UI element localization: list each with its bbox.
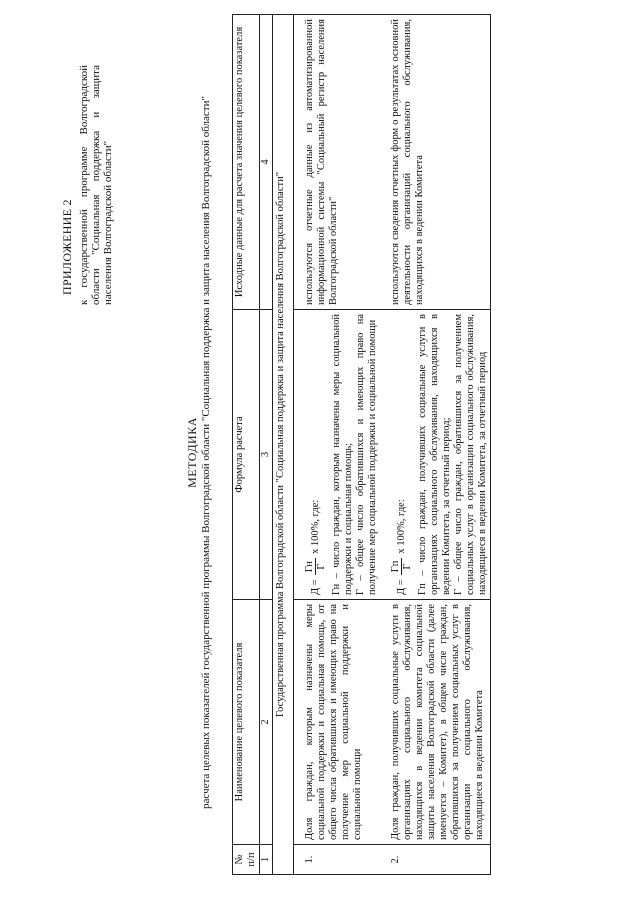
formula-cell [380, 310, 491, 600]
formula-definition: Г – общее число граждан, обратившихся за получением социальных услуг в организации социального обслуживания, находящиеся в ведении Комитета, за отчетный период [453, 314, 488, 595]
formula-cell [294, 310, 381, 600]
column-number: 4 [260, 15, 273, 310]
row-number: 1. [294, 845, 381, 875]
formula-rhs: х 100%, где: [395, 499, 407, 554]
formula [390, 314, 413, 595]
header-formula: Формула расчета [233, 310, 260, 600]
formula-numerator: Гп [390, 558, 402, 576]
source-data: используются сведения отчетных форм о результатах основной деятельности организаций социального обслуживания, находящихся в ведении Комитета [380, 15, 491, 310]
indicator-name: Доля граждан, которым назначены меры социальной поддержки и социальная помощь, от общего числа обратившихся и имеющих право на получение мер социальной поддержки и социальной помощи [294, 600, 381, 845]
document-title: МЕТОДИКА [185, 417, 199, 488]
header-source-data: Исходные данные для расчета значения целевого показателя [233, 15, 260, 310]
program-name: Государственная программа Волгоградской области "Социальная поддержка и защита населения Волгоградской области" [273, 15, 294, 875]
formula-rhs: х 100%, где: [309, 499, 321, 554]
formula-lhs: Д = [309, 579, 321, 595]
table-row [294, 15, 381, 875]
formula-fraction [390, 558, 413, 576]
column-number: 2 [260, 600, 273, 845]
column-number-row [260, 15, 273, 875]
appendix-note: к государственной программе Волгоградской области "Социальная поддержка и защита населения Волгоградской области" [78, 65, 114, 305]
row-number: 2. [380, 845, 491, 875]
header-indicator-name: Наименование целевого показателя [233, 600, 260, 845]
indicator-name: Доля граждан, получивших социальные услуги в организациях социального обслуживания, находящихся в ведении комитета социальной защиты населения Волгоградской области (далее именуется – Комитет), в общем числе граждан, обратившихся за получением социальных услуг в организации социального обслуживания, находящиеся в ведении Комитета [380, 600, 491, 845]
header-number: № п/п [233, 845, 260, 875]
formula-definition: Гн – число граждан, которым назначены меры социальной поддержки и социальная помощь; [331, 314, 354, 595]
formula-lhs: Д = [395, 579, 407, 595]
header-row [233, 15, 260, 875]
formula-definition: Г – общее число обратившихся и имеющих право на получение мер социальной поддержки и социальной помощи [355, 314, 378, 595]
column-number: 1 [260, 845, 273, 875]
appendix-title: ПРИЛОЖЕНИЕ 2 [60, 199, 74, 295]
formula-definition: Гп – число граждан, получивших социальные услуги в организациях социального обслуживания, находящихся в ведении Комитета, за отчетный период; [417, 314, 452, 595]
column-number: 3 [260, 310, 273, 600]
program-row [273, 15, 294, 875]
indicators-table [232, 14, 491, 875]
source-data: используются отчетные данные из автоматизированной информационной системы "Социальный регистр населения Волгоградской области" [294, 15, 381, 310]
formula-denominator: Г [402, 563, 413, 570]
formula-fraction [304, 558, 327, 575]
formula [304, 314, 327, 595]
formula-denominator: Г [316, 563, 327, 570]
table-row [380, 15, 491, 875]
formula-numerator: Гн [304, 558, 316, 575]
document-subtitle: расчета целевых показателей государственной программы Волгоградской области "Социальная поддержка и защита населения Волгоградской области" [200, 96, 212, 809]
